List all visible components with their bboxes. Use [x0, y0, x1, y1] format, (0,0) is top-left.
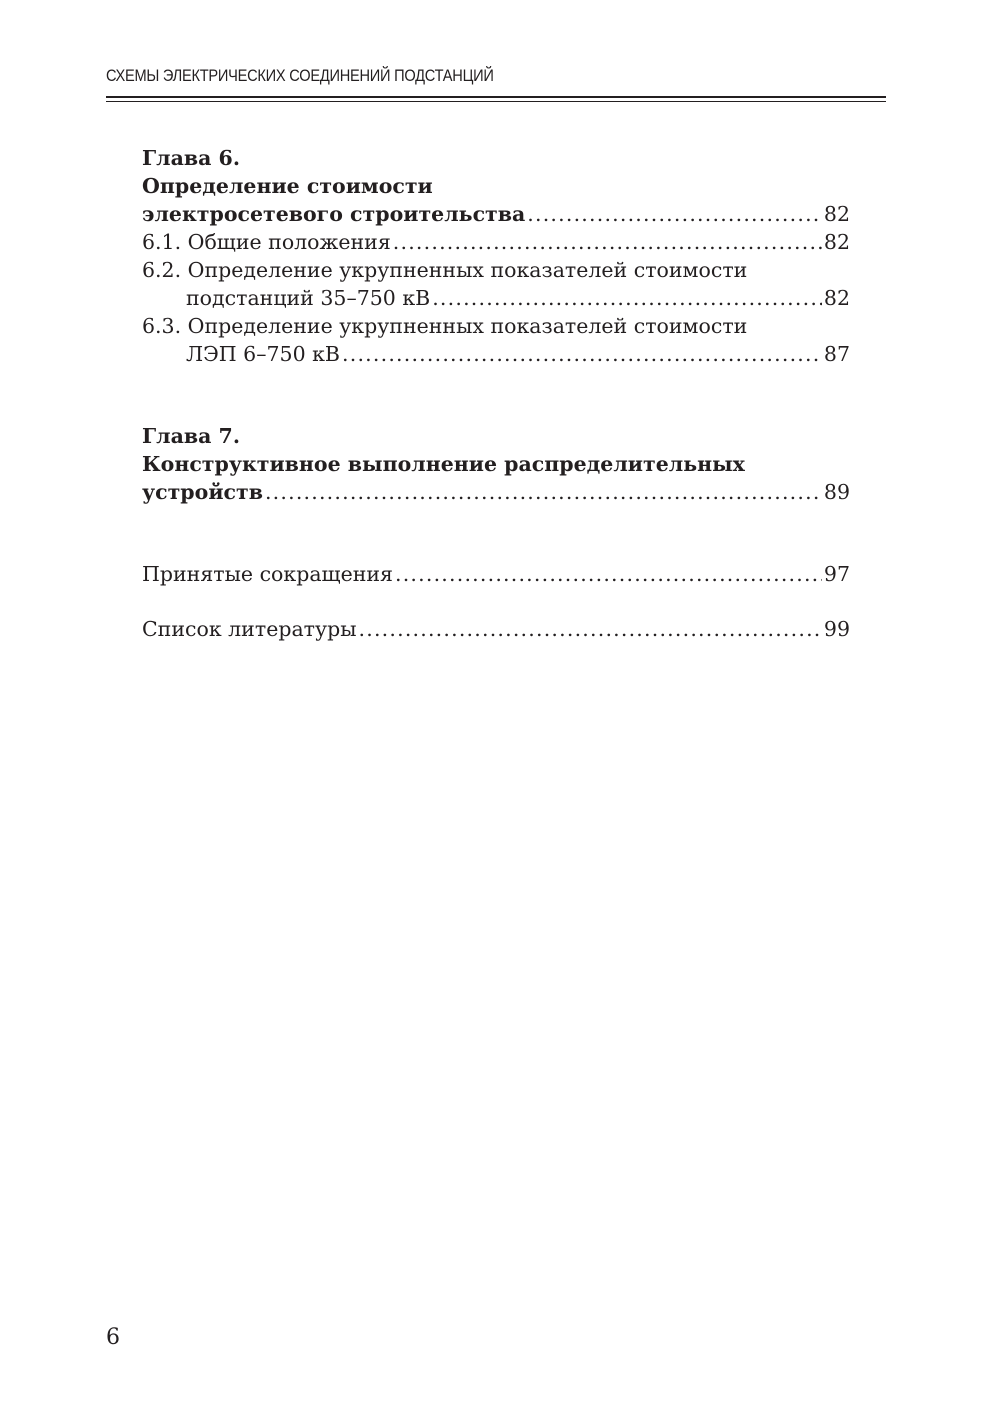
- header-rule-thick: [106, 96, 886, 98]
- chapter-6-title-line2-text: электросетевого строительства: [142, 202, 526, 226]
- page-folio: 6: [106, 1325, 120, 1350]
- chapter-6-title-line1: [142, 172, 850, 200]
- chapter-7-label-text: Глава 7.: [142, 424, 240, 448]
- page-number: 82: [823, 230, 850, 254]
- dot-leader: [359, 615, 822, 643]
- toc-entry-6-1[interactable]: [142, 228, 850, 256]
- page-number: 89: [823, 480, 850, 504]
- page-number: 82: [823, 202, 850, 226]
- abbreviations-text: Принятые сокращения: [142, 562, 393, 586]
- page-number: 99: [823, 617, 850, 641]
- toc-entry-chapter-6[interactable]: [142, 200, 850, 228]
- section-6-3-line1: [142, 312, 850, 340]
- toc-entry-6-3[interactable]: [142, 340, 850, 368]
- dot-leader: [432, 284, 822, 312]
- chapter-7-title-line1: [142, 450, 850, 478]
- chapter-7-title-line2-text: устройств: [142, 480, 263, 504]
- toc-entry-chapter-7[interactable]: [142, 478, 850, 506]
- spacer: [142, 506, 850, 560]
- chapter-7-label: [142, 422, 850, 450]
- section-6-2-text-line2: подстанций 35–750 кВ: [186, 286, 431, 310]
- spacer: [142, 368, 850, 422]
- dot-leader: [527, 200, 822, 228]
- header-rule-thin: [106, 101, 886, 102]
- toc-entry-6-2[interactable]: [142, 284, 850, 312]
- section-6-3-text-line1: 6.3. Определение укрупненных показателей стоимости: [142, 314, 748, 338]
- chapter-6-title-line1-text: Определение стоимости: [142, 174, 433, 198]
- section-6-1-text: 6.1. Общие положения: [142, 230, 391, 254]
- toc-entry-references[interactable]: [142, 615, 850, 643]
- page-number: 97: [823, 562, 850, 586]
- page-number: 87: [823, 342, 850, 366]
- section-6-2-line1: [142, 256, 850, 284]
- dot-leader: [393, 228, 822, 256]
- chapter-6-label: [142, 144, 850, 172]
- dot-leader: [395, 560, 822, 588]
- references-text: Список литературы: [142, 617, 357, 641]
- section-6-2-text-line1: 6.2. Определение укрупненных показателей стоимости: [142, 258, 748, 282]
- spacer: [142, 588, 850, 615]
- chapter-6-label-text: Глава 6.: [142, 146, 240, 170]
- dot-leader: [342, 340, 822, 368]
- toc-entry-abbreviations[interactable]: [142, 560, 850, 588]
- dot-leader: [265, 478, 822, 506]
- section-6-3-text-line2: ЛЭП 6–750 кВ: [186, 342, 341, 366]
- running-header: СХЕМЫ ЭЛЕКТРИЧЕСКИХ СОЕДИНЕНИЙ ПОДСТАНЦИЙ: [106, 66, 494, 85]
- table-of-contents: [142, 144, 850, 643]
- page-number: 82: [823, 286, 850, 310]
- chapter-7-title-line1-text: Конструктивное выполнение распределительных: [142, 452, 745, 476]
